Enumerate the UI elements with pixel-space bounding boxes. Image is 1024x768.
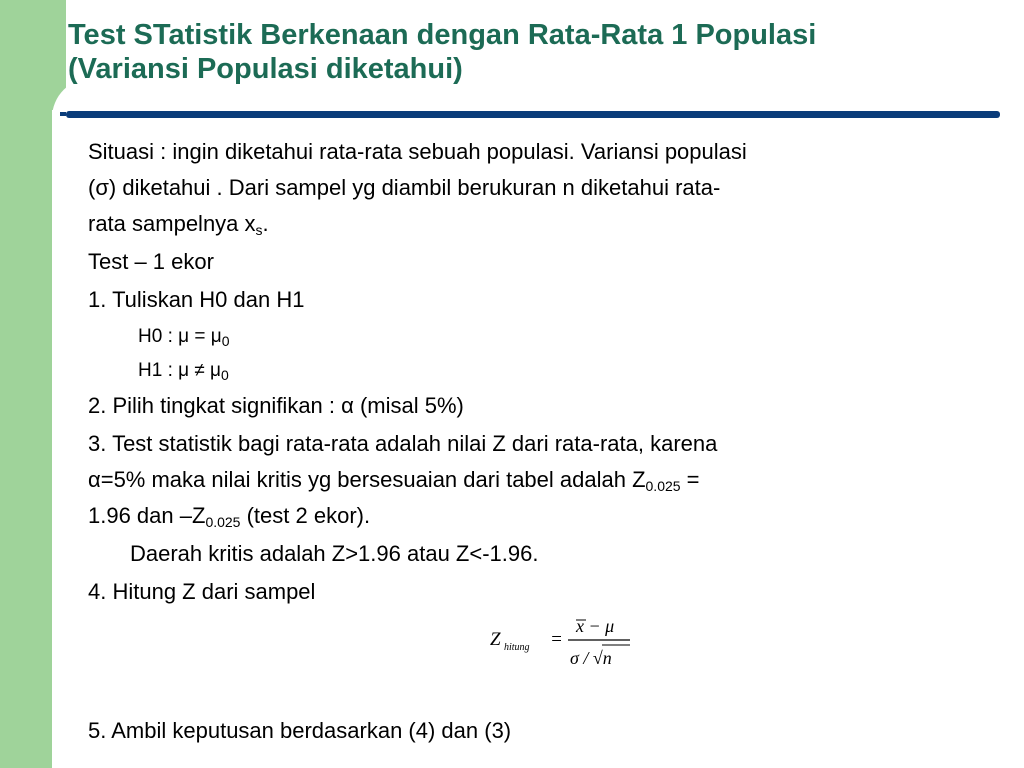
slide-title [68, 18, 1008, 86]
situasi-line-2: (σ) diketahui . Dari sampel yg diambil berukuran n diketahui rata- [88, 175, 721, 200]
step-3-line-3-end: (test 2 ekor). [240, 503, 371, 528]
step-1: 1. Tuliskan H0 dan H1 [88, 287, 305, 312]
step-4: 4. Hitung Z dari sampel [88, 579, 316, 604]
formula-denominator: σ / √n [570, 648, 612, 668]
neg-z-critical-subscript: 0.025 [205, 514, 241, 530]
situasi-line-3-end: . [262, 211, 269, 236]
step-5: 5. Ambil keputusan berdasarkan (4) dan (3) [88, 718, 512, 743]
h1-text: H1 : μ ≠ μ [138, 360, 222, 381]
step-3-line-1: 3. Test statistik bagi rata-rata adalah nilai Z dari rata-rata, karena [88, 431, 718, 456]
step-3-line-2-end: = [680, 467, 700, 492]
step-3-line-3 [88, 498, 968, 534]
title-line-2: (Variansi Populasi diketahui) [68, 53, 463, 85]
slide-body [88, 134, 968, 612]
z-critical-subscript: 0.025 [645, 478, 681, 494]
z-hitung-formula [490, 612, 635, 672]
formula-equals: = [550, 629, 563, 650]
critical-region-line: Daerah kritis adalah Z>1.96 atau Z<-1.96. [130, 541, 539, 566]
situasi-line-3-text: rata sampelnya x [88, 211, 256, 236]
formula-numerator: x − μ [576, 616, 615, 636]
left-accent-band [0, 0, 52, 768]
step-3-line-2 [88, 462, 968, 498]
step-3 [88, 426, 968, 534]
step-3-line-3-text: 1.96 dan –Z [88, 503, 206, 528]
formula-z: Z [490, 629, 501, 650]
step-2: 2. Pilih tingkat signifikan : α (misal 5%) [88, 393, 464, 418]
xs-subscript: s [255, 222, 263, 238]
test-ekor-line: Test – 1 ekor [88, 249, 214, 274]
formula-z-subscript: hitung [504, 642, 530, 653]
situasi-line-1: Situasi : ingin diketahui rata-rata sebuah populasi. Variansi populasi [88, 139, 747, 164]
h0-text: H0 : μ = μ [138, 326, 222, 347]
situasi-line-3 [88, 206, 968, 242]
step-3-line-2-text: α=5% maka nilai kritis yg bersesuaian dari tabel adalah Z [88, 467, 646, 492]
h0-subscript: 0 [221, 333, 230, 349]
title-rule [66, 111, 1000, 118]
hypothesis-h0 [88, 320, 968, 354]
situasi-paragraph [88, 134, 968, 242]
title-line-1: Test STatistik Berkenaan dengan Rata-Rata 1 Populasi [68, 19, 817, 51]
h1-subscript: 0 [221, 367, 229, 383]
hypothesis-h1 [88, 354, 968, 388]
z-formula-svg [490, 612, 635, 672]
